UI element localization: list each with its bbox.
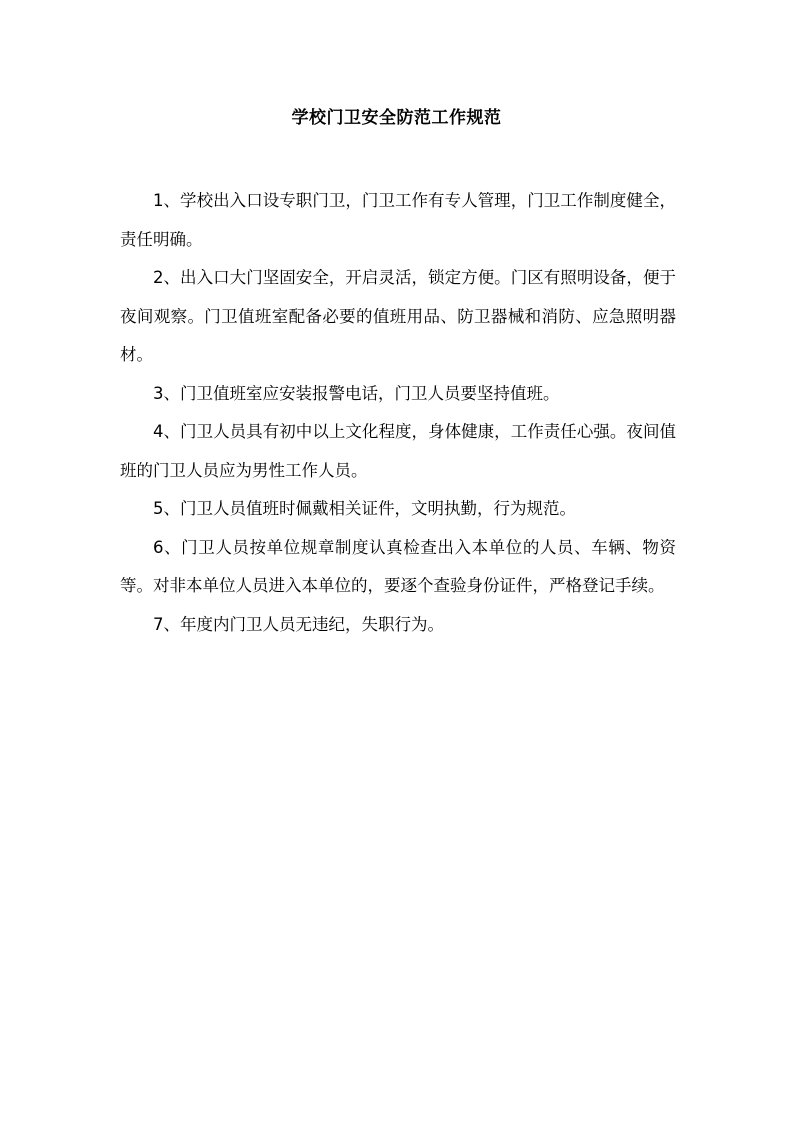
paragraph-6: 6、门卫人员按单位规章制度认真检查出入本单位的人员、车辆、物资等。对非本单位人员进入本单位的，要逐个查验身份证件，严格登记手续。	[120, 537, 676, 595]
paragraph-7: 7、年度内门卫人员无违纪，失职行为。	[153, 614, 444, 634]
paragraph-5: 5、门卫人员值班时佩戴相关证件，文明执勤，行为规范。	[153, 499, 576, 518]
paragraph-2: 2、出入口大门坚固安全，开启灵活，锁定方便。门区有照明设备，便于夜间观察。门卫值班室配备必要的值班用品、防卫器械和消防、应急照明器材。	[120, 268, 676, 364]
document-title: 学校门卫安全防范工作规范	[291, 108, 502, 128]
paragraph-4: 4、门卫人员具有初中以上文化程度，身体健康，工作责任心强。夜间值班的门卫人员应为男性工作人员。	[120, 422, 676, 480]
paragraph-1: 1、学校出入口设专职门卫，门卫工作有专人管理，门卫工作制度健全，责任明确。	[120, 191, 676, 249]
document-body	[120, 182, 676, 644]
paragraph-3: 3、门卫值班室应安装报警电话，门卫人员要坚持值班。	[153, 383, 560, 403]
